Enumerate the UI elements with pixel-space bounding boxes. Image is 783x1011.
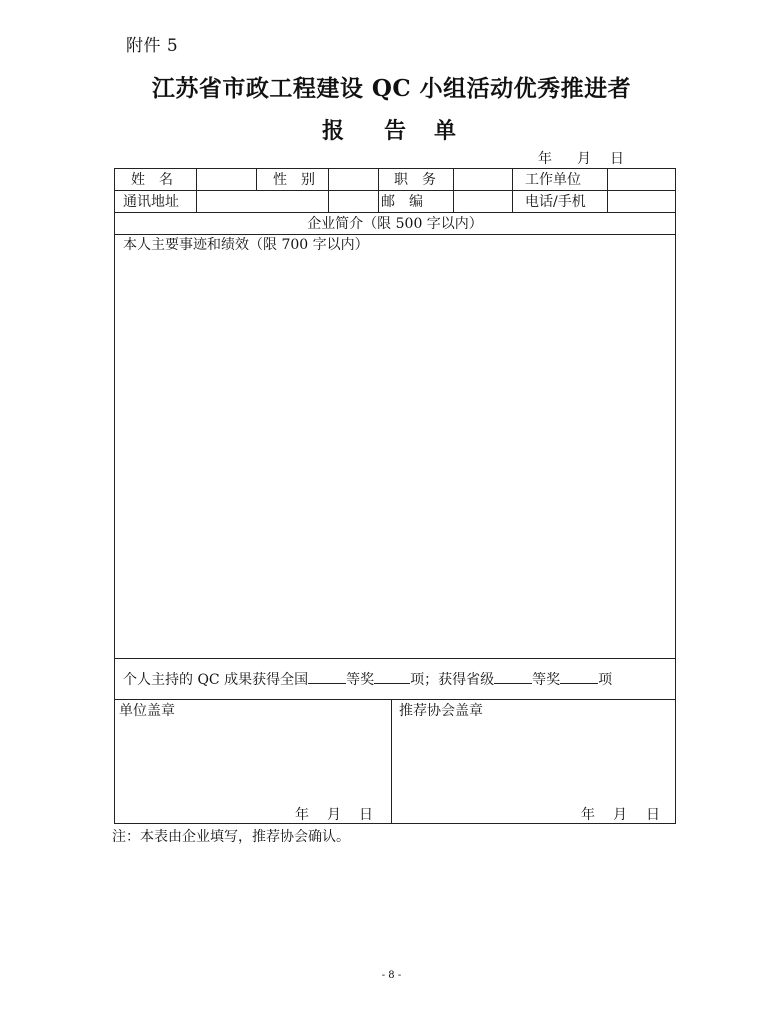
unit-seal-year: 年 <box>295 807 309 823</box>
date-month: 月 <box>577 151 591 167</box>
row-divider-2 <box>115 212 675 213</box>
provincial-grade-blank <box>494 669 532 684</box>
association-seal-day: 日 <box>646 807 660 823</box>
page-number: - 8 - <box>381 970 402 981</box>
footnote: 注：本表由企业填写，推荐协会确认。 <box>112 829 350 845</box>
row-divider-3 <box>115 234 675 235</box>
col-divider-4 <box>378 169 379 212</box>
address-label: 通讯地址 <box>123 194 179 210</box>
unit-seal-month: 月 <box>327 807 341 823</box>
name-label: 姓 名 <box>131 172 173 188</box>
phone-label: 电话/手机 <box>525 194 586 210</box>
awards-text-4: 等奖 <box>532 672 561 688</box>
subtitle-char-3: 单 <box>434 118 457 144</box>
awards-line <box>123 669 612 689</box>
unit-seal-label: 单位盖章 <box>119 703 175 719</box>
report-form <box>114 168 676 824</box>
date-year: 年 <box>538 151 552 167</box>
position-label: 职 务 <box>394 172 436 188</box>
col-divider-5 <box>453 169 454 212</box>
workplace-label: 工作单位 <box>525 172 581 188</box>
attachment-label: 附件 5 <box>126 36 179 56</box>
association-seal-label: 推荐协会盖章 <box>399 703 483 719</box>
col-divider-7 <box>607 169 608 212</box>
col-divider-1 <box>196 169 197 212</box>
awards-text-5: 项 <box>598 672 613 688</box>
association-seal-year: 年 <box>581 807 595 823</box>
col-divider-2 <box>256 169 257 190</box>
seal-divider <box>391 699 392 823</box>
row-divider-1 <box>115 190 675 191</box>
gender-label: 性 别 <box>273 172 315 188</box>
date-day: 日 <box>610 151 624 167</box>
subtitle-char-2: 告 <box>384 118 407 144</box>
achievements-label: 本人主要事迹和绩效（限 700 字以内） <box>123 237 369 253</box>
subtitle-char-1: 报 <box>322 118 345 144</box>
row-divider-4 <box>115 658 675 659</box>
association-seal-month: 月 <box>613 807 627 823</box>
document-title: 江苏省市政工程建设 QC 小组活动优秀推进者 <box>151 75 632 102</box>
postcode-label: 邮 编 <box>381 194 423 210</box>
awards-text-3: 项；获得省级 <box>410 672 495 688</box>
company-intro-label: 企业简介（限 500 字以内） <box>307 216 483 232</box>
unit-seal-day: 日 <box>359 807 373 823</box>
awards-text-2: 等奖 <box>346 672 375 688</box>
awards-text-1: 个人主持的 QC 成果获得全国 <box>123 672 309 688</box>
provincial-count-blank <box>560 669 598 684</box>
col-divider-6 <box>512 169 513 212</box>
national-count-blank <box>374 669 410 684</box>
col-divider-3 <box>328 169 329 212</box>
row-divider-5 <box>115 699 675 700</box>
national-grade-blank <box>308 669 346 684</box>
